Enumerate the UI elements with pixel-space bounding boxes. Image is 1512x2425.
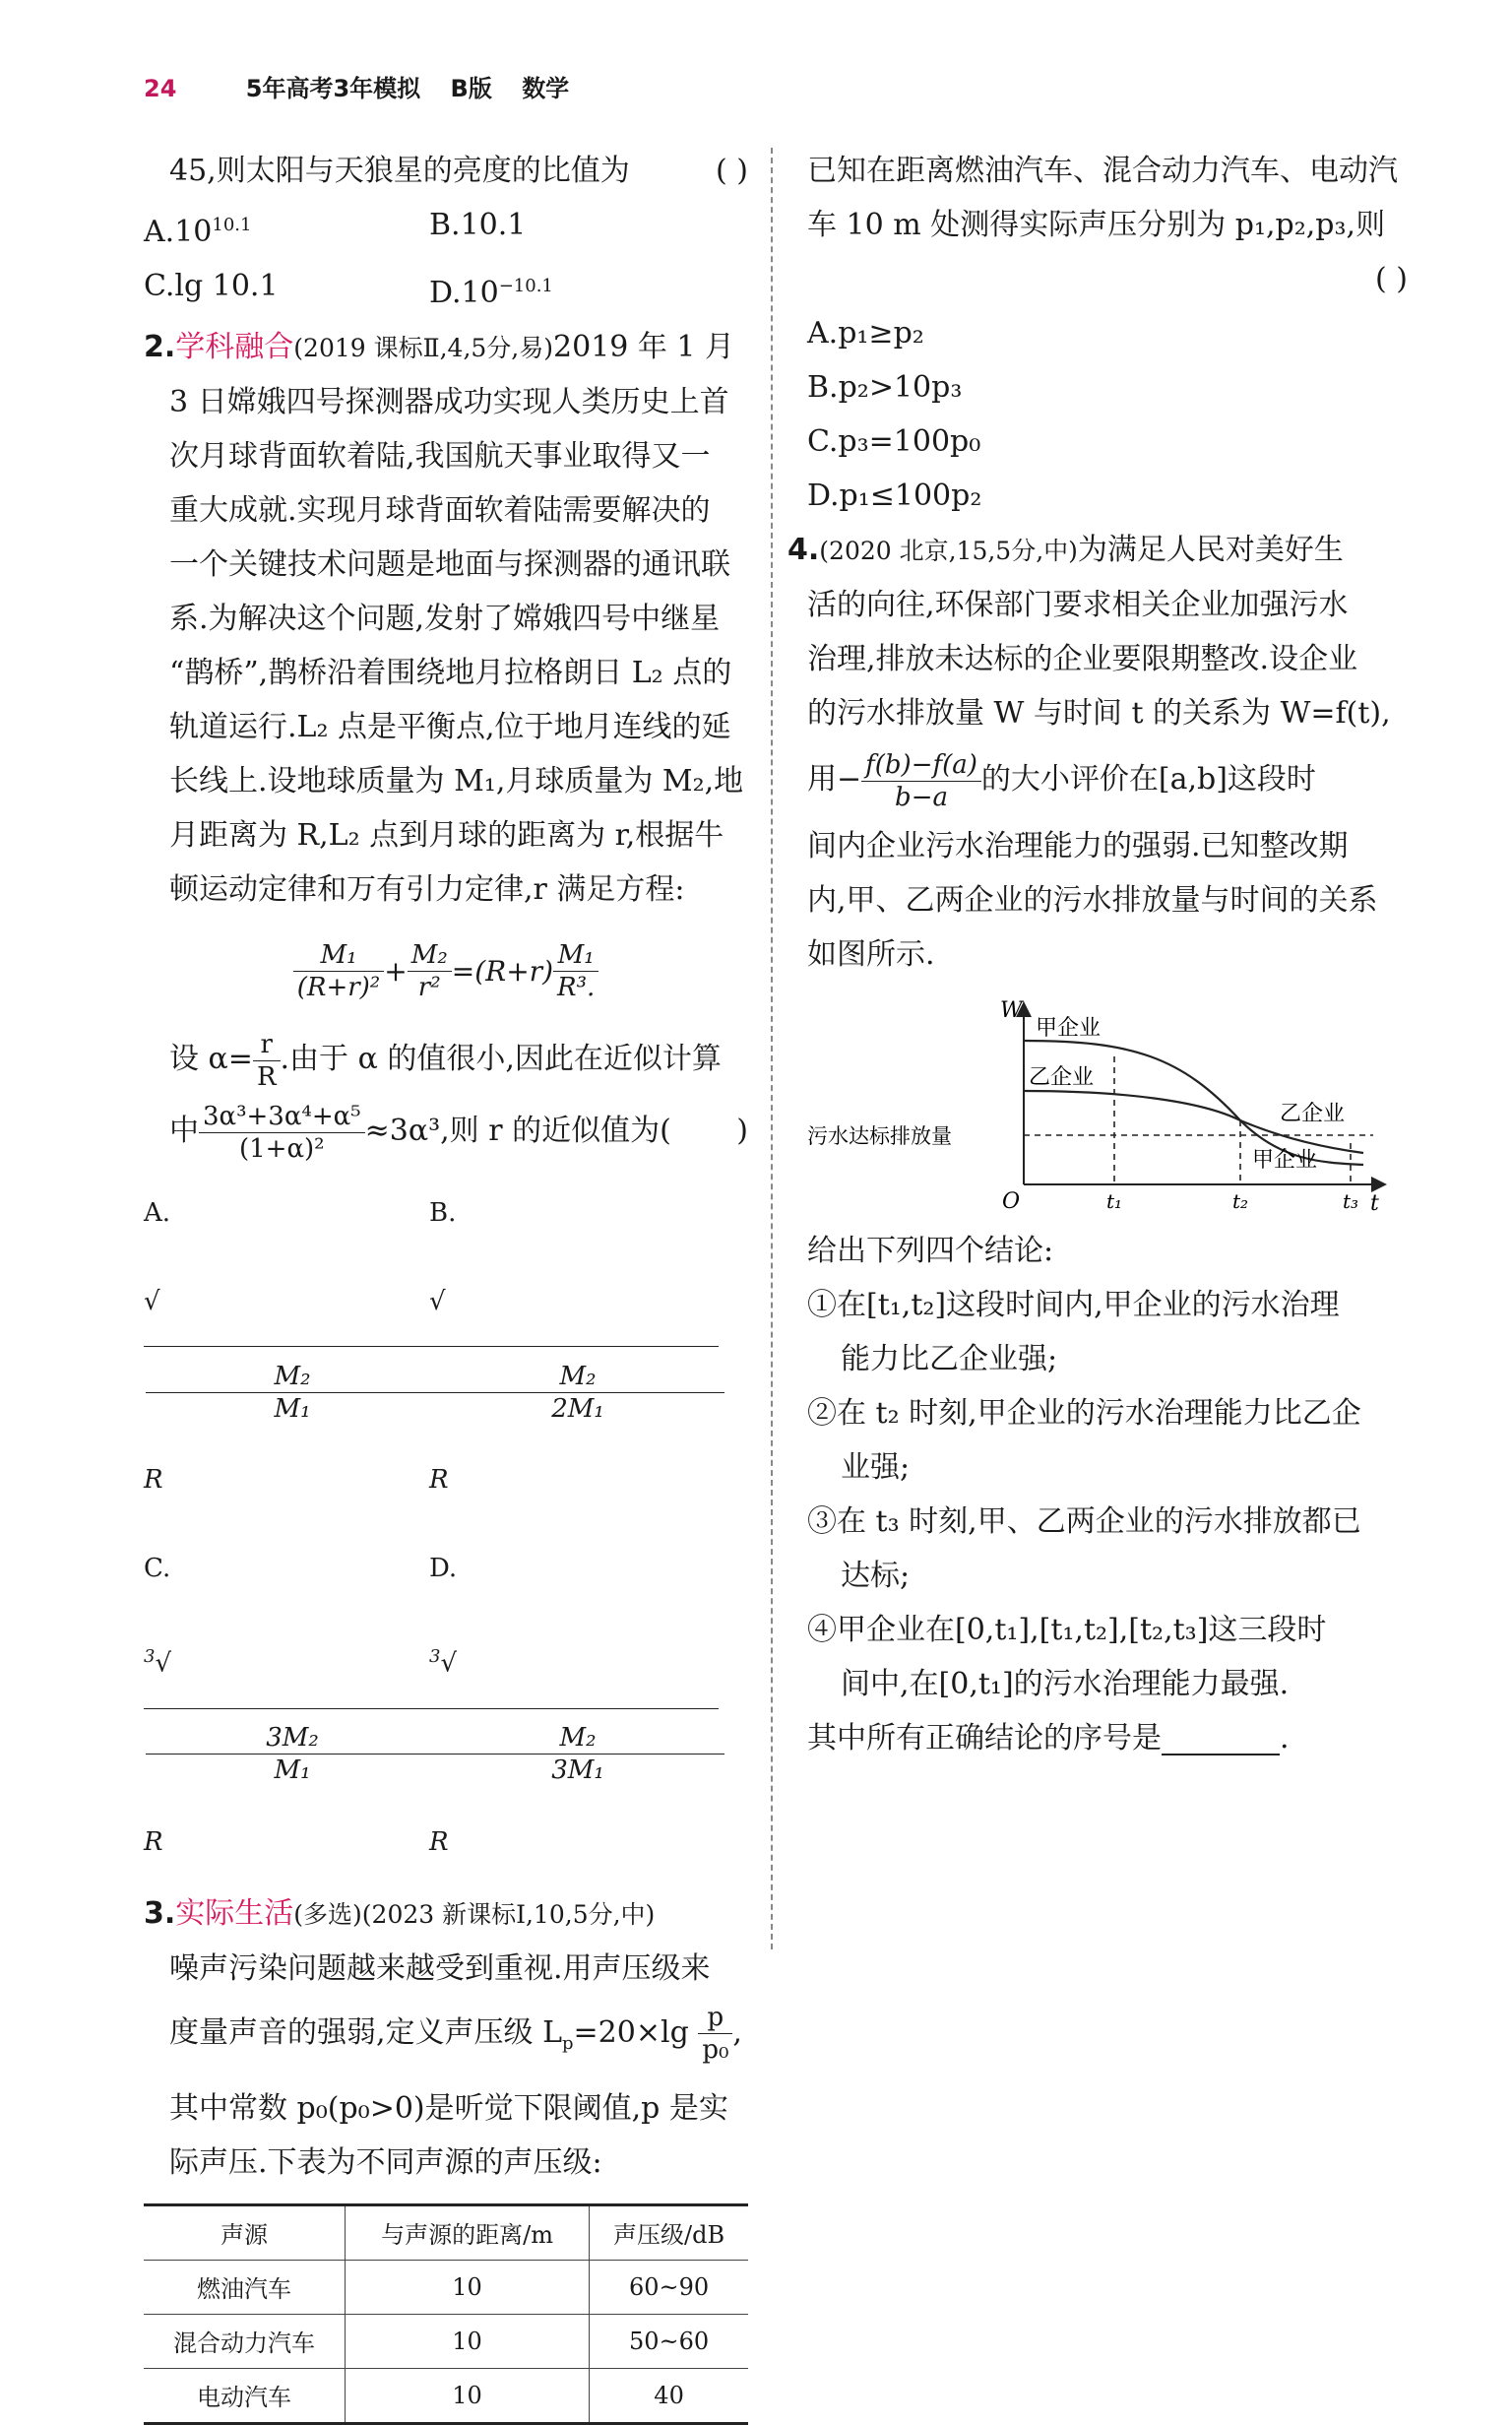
q2-option-d: D.$^3$√ $\frac{\text{M₂}}{\text{3M₁}}$ R bbox=[429, 1524, 715, 1886]
table-cell: 50~60 bbox=[590, 2314, 748, 2368]
q4-line: 治理,排放未达标的企业要限期整改.设企业 bbox=[807, 642, 1358, 676]
q1-option-a: $A.10^{10.1}$ bbox=[144, 215, 252, 249]
q4-conclusion-1-cont: 能力比乙企业强; bbox=[841, 1342, 1058, 1376]
q1-tail: 45,则太阳与天狼星的亮度的比值为 ( ) bbox=[169, 154, 748, 188]
right-column bbox=[788, 144, 1418, 1765]
q4-line: 如图所示. bbox=[807, 937, 935, 972]
table-header: 与声源的距离/m bbox=[345, 2204, 589, 2260]
q4-line: 间内企业污水治理能力的强弱.已知整改期 bbox=[807, 829, 1349, 863]
q2-option-a: A.√ $\frac{\text{M₂}}{\text{M₁}}$ R bbox=[144, 1169, 429, 1524]
t-axis-label: t bbox=[1370, 1191, 1379, 1214]
q1-option-b: B.10.1 bbox=[429, 208, 527, 242]
q3-line: 车 10 m 处测得实际声压分别为 p₁,p₂,p₃,则 bbox=[807, 208, 1386, 242]
q2-line: 月距离为 R,L₂ 点到月球的距离为 r,根据牛 bbox=[169, 818, 724, 853]
q2-line: 顿运动定律和万有引力定律,r 满足方程: bbox=[169, 872, 685, 907]
table-cell: 60~90 bbox=[590, 2260, 748, 2314]
sound-table bbox=[144, 2203, 748, 2425]
edition-label: B版 bbox=[450, 75, 492, 102]
q2-line: 3 日嫦娥四号探测器成功实现人类历史上首 bbox=[169, 385, 729, 419]
q2-line: 重大成就.实现月球背面软着陆需要解决的 bbox=[169, 493, 711, 528]
q3-number: 3. bbox=[144, 1895, 176, 1931]
page-number: 24 bbox=[144, 75, 177, 102]
table-row bbox=[144, 2314, 748, 2368]
q4-conclusion-4: ④甲企业在[0,t₁],[t₁,t₂],[t₂,t₃]这三段时 bbox=[807, 1613, 1327, 1647]
q3-paren: ( ) bbox=[1375, 262, 1408, 296]
table-cell: 10 bbox=[345, 2368, 589, 2423]
q4-answer-line: 其中所有正确结论的序号是 . bbox=[807, 1721, 1290, 1755]
q2-equation: M₁ (R+r)² + $\frac{\text{M₂}}{\text{r²}}$ =(R+r) M₁ R³. bbox=[144, 917, 748, 1025]
answer-blank[interactable] bbox=[1162, 1724, 1280, 1755]
q4-conclusion-2: ②在 t₂ 时刻,甲企业的污水治理能力比乙企 bbox=[807, 1396, 1361, 1431]
standard-label: 污水达标排放量 bbox=[807, 1124, 952, 1148]
w-axis-label: W bbox=[1000, 998, 1023, 1023]
q4-line: 内,甲、乙两企业的污水排放量与时间的关系 bbox=[807, 883, 1378, 918]
q4-conclusion-3: ③在 t₃ 时刻,甲、乙两企业的污水排放都已 bbox=[807, 1504, 1361, 1539]
q4-line: 的污水排放量 W 与时间 t 的关系为 W=f(t), bbox=[807, 696, 1391, 731]
origin-label: O bbox=[1002, 1189, 1021, 1214]
t3-label: t₃ bbox=[1343, 1189, 1359, 1213]
q2-number: 2. bbox=[144, 330, 176, 364]
emission-graph bbox=[807, 997, 1418, 1218]
q3-tag: 实际生活 bbox=[175, 1895, 294, 1931]
table-header: 声源 bbox=[144, 2204, 345, 2260]
table-cell: 10 bbox=[345, 2260, 589, 2314]
q2-first-line: 2.学科融合(2019 课标Ⅱ,4,5分,易)2019 年 1 月 bbox=[144, 330, 735, 364]
q2-options-row1 bbox=[144, 1169, 748, 1524]
table-cell: 混合动力汽车 bbox=[144, 2314, 345, 2368]
table-cell: 40 bbox=[590, 2368, 748, 2423]
q3-option-d: D.p₁≤100p₂ bbox=[807, 479, 982, 513]
q3-line: 已知在距离燃油汽车、混合动力汽车、电动汽 bbox=[807, 154, 1398, 188]
q1-option-c: C.lg 10.1 bbox=[144, 269, 279, 303]
yi-right-label: 乙企业 bbox=[1280, 1102, 1346, 1126]
q2-options-row2 bbox=[144, 1524, 748, 1886]
q4-rate-line: 用− $\frac{f(b)-f(a)}{b-a}$ 的大小评价在[a,b]这段时 bbox=[807, 749, 1316, 812]
q4-conclusion-2-cont: 业强; bbox=[841, 1450, 911, 1485]
yi-mid-label: 乙企业 bbox=[1029, 1065, 1095, 1090]
column-divider bbox=[771, 148, 773, 1949]
q2-approx: 中 $\frac{\text{3α³+3α⁴+α⁵}}{\text{(1+α)²}}$ ≈3α³,则 r 的近似值为( ) bbox=[169, 1101, 748, 1164]
q2-option-c: C.$^3$√ $\frac{\text{3M₂}}{\text{M₁}}$ R bbox=[144, 1524, 429, 1886]
q2-tag: 学科融合 bbox=[175, 330, 294, 364]
q3-line: 噪声污染问题越来越受到重视.用声压级来 bbox=[169, 1950, 711, 1986]
q3-source: (多选)(2023 新课标Ⅰ,10,5分,中) bbox=[293, 1899, 656, 1929]
t1-label: t₁ bbox=[1106, 1189, 1123, 1213]
book-title: 5年高考3年模拟 bbox=[245, 75, 421, 102]
q3-option-b: B.p₂>10p₃ bbox=[807, 370, 963, 405]
table-row bbox=[144, 2368, 748, 2423]
q3-option-c: C.p₃=100p₀ bbox=[807, 424, 981, 459]
q4-conclusion-4-cont: 间中,在[0,t₁]的污水治理能力最强. bbox=[841, 1667, 1290, 1701]
q1-options-row1 bbox=[144, 198, 748, 259]
table-cell: 电动汽车 bbox=[144, 2368, 345, 2423]
table-row bbox=[144, 2260, 748, 2314]
t2-label: t₂ bbox=[1232, 1189, 1249, 1213]
jia-top-label: 甲企业 bbox=[1036, 1016, 1102, 1041]
q3-definition: 度量声音的强弱,定义声压级 $L_p=20\times\lg$ $\frac{p}{\text{p₀}}$ , bbox=[169, 2003, 742, 2066]
q2-set-alpha: 设 α= $\frac{r}{R}$ .由于 α 的值很小,因此在近似计算 bbox=[169, 1029, 722, 1092]
table-cell: 10 bbox=[345, 2314, 589, 2368]
jia-bottom-label: 甲企业 bbox=[1252, 1148, 1318, 1173]
q4-conclusion-1: ①在[t₁,t₂]这段时间内,甲企业的污水治理 bbox=[807, 1288, 1340, 1322]
q3-line: 其中常数 p₀(p₀>0)是听觉下限阈值,p 是实 bbox=[169, 2090, 728, 2126]
q2-line: 轨道运行.L₂ 点是平衡点,位于地月连线的延 bbox=[169, 710, 731, 744]
table-header-row bbox=[144, 2204, 748, 2260]
q2-line: 次月球背面软着陆,我国航天事业取得又一 bbox=[169, 439, 711, 474]
q4-conclusion-3-cont: 达标; bbox=[841, 1559, 911, 1593]
q1-option-d: $D.10^{-10.1}$ bbox=[429, 276, 553, 310]
emission-graph-svg bbox=[807, 997, 1398, 1214]
q3-option-a: A.p₁≥p₂ bbox=[807, 316, 924, 351]
subject-label: 数学 bbox=[522, 75, 570, 102]
q3-first-line bbox=[144, 1886, 748, 1942]
table-header: 声压级/dB bbox=[590, 2204, 748, 2260]
q4-line: 活的向往,环保部门要求相关企业加强污水 bbox=[807, 588, 1349, 622]
q3-line: 际声压.下表为不同声源的声压级: bbox=[169, 2144, 602, 2180]
q4-first-line: 4.(2020 北京,15,5分,中)为满足人民对美好生 bbox=[788, 533, 1344, 567]
q4-number: 4. bbox=[788, 533, 820, 567]
q2-line: 一个关键技术问题是地面与探测器的通讯联 bbox=[169, 547, 730, 582]
page-header bbox=[144, 69, 569, 103]
left-column bbox=[144, 144, 748, 2425]
q4-conclusions-intro: 给出下列四个结论: bbox=[807, 1234, 1054, 1268]
q2-line: 长线上.设地球质量为 M₁,月球质量为 M₂,地 bbox=[169, 764, 744, 798]
q4-source: (2020 北京,15,5分,中) bbox=[819, 537, 1078, 565]
q2-line: “鹊桥”,鹊桥沿着围绕地月拉格朗日 L₂ 点的 bbox=[169, 656, 732, 690]
q2-option-b: B.√ $\frac{\text{M₂}}{\text{2M₁}}$ R bbox=[429, 1169, 715, 1524]
q2-line: 系.为解决这个问题,发射了嫦娥四号中继星 bbox=[169, 602, 721, 636]
table-cell: 燃油汽车 bbox=[144, 2260, 345, 2314]
q2-source: (2019 课标Ⅱ,4,5分,易) bbox=[293, 334, 554, 362]
q1-options-row2 bbox=[144, 259, 748, 320]
